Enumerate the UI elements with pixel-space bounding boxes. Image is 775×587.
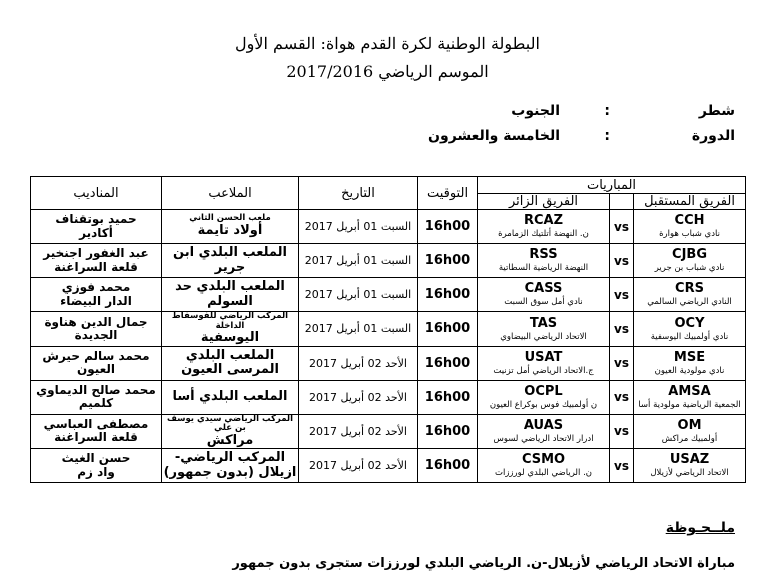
vs-cell: vs bbox=[610, 346, 634, 380]
referee-city: الجديدة bbox=[74, 327, 118, 342]
home-team-name: نادي أولمبيك اليوسفية bbox=[650, 331, 729, 342]
venue-cell bbox=[162, 278, 299, 312]
time-cell: 16h00 bbox=[418, 312, 478, 347]
vs-cell: vs bbox=[610, 449, 634, 483]
referee-cell bbox=[31, 380, 162, 414]
home-team-name: الجمعية الرياضية مولودية أسا bbox=[638, 399, 741, 410]
venue-cell bbox=[162, 380, 299, 414]
table-row bbox=[31, 244, 746, 278]
round-label: الدورة bbox=[691, 128, 735, 144]
table-row bbox=[31, 380, 746, 414]
notes-text: مباراة الاتحاد الرياضي لأزيلال-ن. الرياضي البلدي لورززات ستجرى بدون جمهور bbox=[232, 556, 735, 571]
referee-cell bbox=[31, 244, 162, 278]
home-team-code: USAZ bbox=[669, 452, 710, 468]
home-team-code: OCY bbox=[674, 315, 705, 331]
championship-title: البطولة الوطنية لكرة القدم هواة: القسم الأول bbox=[235, 34, 540, 53]
venue-name-small: المركب الرياضي سيدي يوسف بن علي bbox=[166, 413, 294, 434]
home-team-cell bbox=[634, 278, 746, 312]
away-team-name: ن. النهضة أتلتيك الزمامرة bbox=[498, 229, 589, 240]
home-team-cell bbox=[634, 244, 746, 278]
referee-cell bbox=[31, 346, 162, 380]
home-team-name: أولمبيك مراكش bbox=[661, 434, 718, 445]
time-cell: 16h00 bbox=[418, 380, 478, 414]
venue-cell bbox=[162, 210, 299, 244]
table-row bbox=[31, 278, 746, 312]
referee-cell bbox=[31, 449, 162, 483]
referee-name: محمد فوزي bbox=[61, 280, 131, 295]
home-team-cell bbox=[634, 414, 746, 449]
away-team-cell bbox=[478, 210, 610, 244]
away-team-code: RSS bbox=[529, 247, 558, 263]
table-row bbox=[31, 346, 746, 380]
away-team-name: ادرار الاتحاد الرياضي لسوس bbox=[493, 434, 594, 445]
away-team-code: USAT bbox=[524, 349, 563, 365]
vs-cell: vs bbox=[610, 210, 634, 244]
home-team-code: OM bbox=[677, 418, 702, 434]
away-team-cell bbox=[478, 449, 610, 483]
date-cell: السبت 01 أبريل 2017 bbox=[299, 312, 418, 347]
vs-cell: vs bbox=[610, 278, 634, 312]
region-row bbox=[435, 103, 735, 125]
away-team-code: OCPL bbox=[524, 383, 563, 399]
vs-cell: vs bbox=[610, 380, 634, 414]
header-referees: المناديب bbox=[31, 177, 162, 210]
header-vs-spacer bbox=[610, 194, 634, 210]
time-cell: 16h00 bbox=[418, 449, 478, 483]
referee-city: قلعة السراغنة bbox=[54, 259, 138, 274]
date-cell: الأحد 02 أبريل 2017 bbox=[299, 449, 418, 483]
header-date: التاريخ bbox=[299, 177, 418, 210]
region-label: شطر bbox=[698, 103, 735, 119]
header-time: التوقيت bbox=[418, 177, 478, 210]
date-cell: الأحد 02 أبريل 2017 bbox=[299, 414, 418, 449]
venue-name: أولاد تايمة bbox=[197, 222, 263, 238]
home-team-name: نادي مولودية العيون bbox=[654, 365, 725, 376]
away-team-code: TAS bbox=[529, 315, 558, 331]
away-team-name: الاتحاد الرياضي البيضاوي bbox=[500, 331, 587, 342]
time-cell: 16h00 bbox=[418, 346, 478, 380]
notes-title: ملــحـوظة bbox=[665, 520, 735, 536]
home-team-cell bbox=[634, 449, 746, 483]
home-team-cell bbox=[634, 210, 746, 244]
venue-name: مراكش bbox=[206, 432, 254, 448]
matches-table bbox=[30, 176, 746, 483]
away-team-code: AUAS bbox=[523, 418, 564, 434]
home-team-code: CRS bbox=[675, 281, 704, 297]
home-team-code: CCH bbox=[674, 213, 705, 229]
away-team-name: نادي أمل سوق السبت bbox=[504, 297, 583, 308]
away-team-cell bbox=[478, 278, 610, 312]
home-team-cell bbox=[634, 380, 746, 414]
vs-cell: vs bbox=[610, 312, 634, 347]
date-cell: الأحد 02 أبريل 2017 bbox=[299, 380, 418, 414]
venue-cell bbox=[162, 414, 299, 449]
region-value: الجنوب bbox=[511, 103, 560, 119]
venue-cell bbox=[162, 312, 299, 347]
venue-name: الملعب البلدي المرسى العيون bbox=[181, 347, 279, 378]
home-team-code: CJBG bbox=[672, 247, 707, 263]
venue-cell bbox=[162, 449, 299, 483]
header-away-team: الفريق الزائر bbox=[478, 194, 610, 210]
table-row bbox=[31, 210, 746, 244]
venue-name: الملعب البلدي ابن جرير bbox=[173, 244, 287, 275]
header-home-team: الفريق المستقبل bbox=[634, 194, 746, 210]
vs-cell: vs bbox=[610, 244, 634, 278]
round-row bbox=[428, 128, 735, 150]
header-matches: المباريات bbox=[478, 177, 746, 194]
time-cell: 16h00 bbox=[418, 414, 478, 449]
away-team-name: ج.الاتحاد الرياضي أمل تزنيت bbox=[493, 365, 594, 376]
round-value: الخامسة والعشرون bbox=[428, 128, 560, 144]
away-team-cell bbox=[478, 312, 610, 347]
venue-cell bbox=[162, 244, 299, 278]
home-team-code: MSE bbox=[673, 349, 706, 365]
referee-city: أكادير bbox=[79, 225, 113, 240]
home-team-code: AMSA bbox=[668, 383, 711, 399]
referee-cell bbox=[31, 278, 162, 312]
referee-cell bbox=[31, 210, 162, 244]
referee-name: عبد الغفور اجنخير bbox=[43, 246, 149, 261]
referee-city: الدار البيضاء bbox=[60, 293, 132, 308]
referee-cell bbox=[31, 312, 162, 347]
away-team-name: النهضة الرياضية السطاتية bbox=[498, 263, 589, 274]
header-venue: الملاعب bbox=[162, 177, 299, 210]
home-team-name: النادي الرياضي السالمي bbox=[647, 297, 732, 308]
venue-name: المركب الرياضي-ازيلال (بدون جمهور) bbox=[163, 450, 297, 480]
home-team-cell bbox=[634, 312, 746, 347]
away-team-cell bbox=[478, 346, 610, 380]
region-colon: : bbox=[604, 103, 610, 119]
away-team-cell bbox=[478, 414, 610, 449]
table-row bbox=[31, 414, 746, 449]
away-team-code: CASS bbox=[524, 281, 563, 297]
away-team-name: ن أولمبيك فوس بوكراع العيون bbox=[489, 399, 598, 410]
table-row bbox=[31, 449, 746, 483]
referee-city: واد زم bbox=[77, 464, 115, 479]
referee-city: العيون bbox=[76, 362, 116, 377]
referee-name: حسن الغيث bbox=[61, 451, 131, 466]
date-cell: السبت 01 أبريل 2017 bbox=[299, 278, 418, 312]
referee-cell bbox=[31, 414, 162, 449]
home-team-cell bbox=[634, 346, 746, 380]
venue-name-small: المركب الرياضي للفوسفاط الداخلة bbox=[171, 311, 289, 331]
referee-city: قلعة السراغنة bbox=[54, 430, 138, 445]
home-team-name: الاتحاد الرياضي لأزيلال bbox=[650, 468, 729, 479]
away-team-cell bbox=[478, 244, 610, 278]
referee-name: جمال الدين هناوة bbox=[44, 314, 148, 329]
vs-cell: vs bbox=[610, 414, 634, 449]
referee-name: محمد سالم حيرش bbox=[42, 348, 150, 363]
venue-name: الملعب البلدي حد السولم bbox=[175, 278, 285, 309]
date-cell: الأحد 02 أبريل 2017 bbox=[299, 346, 418, 380]
referee-name: حميد بوتقناف bbox=[55, 212, 137, 227]
referee-name: مصطفى العباسي bbox=[43, 417, 149, 432]
away-team-code: RCAZ bbox=[523, 213, 564, 229]
time-cell: 16h00 bbox=[418, 210, 478, 244]
home-team-name: نادي شباب بن جرير bbox=[654, 263, 725, 274]
referee-city: كلميم bbox=[78, 396, 114, 411]
date-cell: السبت 01 أبريل 2017 bbox=[299, 244, 418, 278]
away-team-cell bbox=[478, 380, 610, 414]
referee-name: محمد صالح الديماوي bbox=[36, 382, 156, 397]
time-cell: 16h00 bbox=[418, 278, 478, 312]
away-team-code: CSMO bbox=[521, 452, 566, 468]
away-team-name: ن. الرياضي البلدي لورززات bbox=[494, 468, 593, 479]
venue-cell bbox=[162, 346, 299, 380]
venue-name-small: ملعب الحسن الثاني bbox=[189, 213, 271, 224]
season-title: الموسم الرياضي 2017/2016 bbox=[286, 62, 489, 81]
venue-name: اليوسفية bbox=[200, 330, 260, 346]
round-colon: : bbox=[604, 128, 610, 144]
venue-name: الملعب البلدي أسا bbox=[172, 388, 288, 404]
table-row bbox=[31, 312, 746, 347]
time-cell: 16h00 bbox=[418, 244, 478, 278]
home-team-name: نادي شباب هوارة bbox=[659, 229, 720, 240]
date-cell: السبت 01 أبريل 2017 bbox=[299, 210, 418, 244]
